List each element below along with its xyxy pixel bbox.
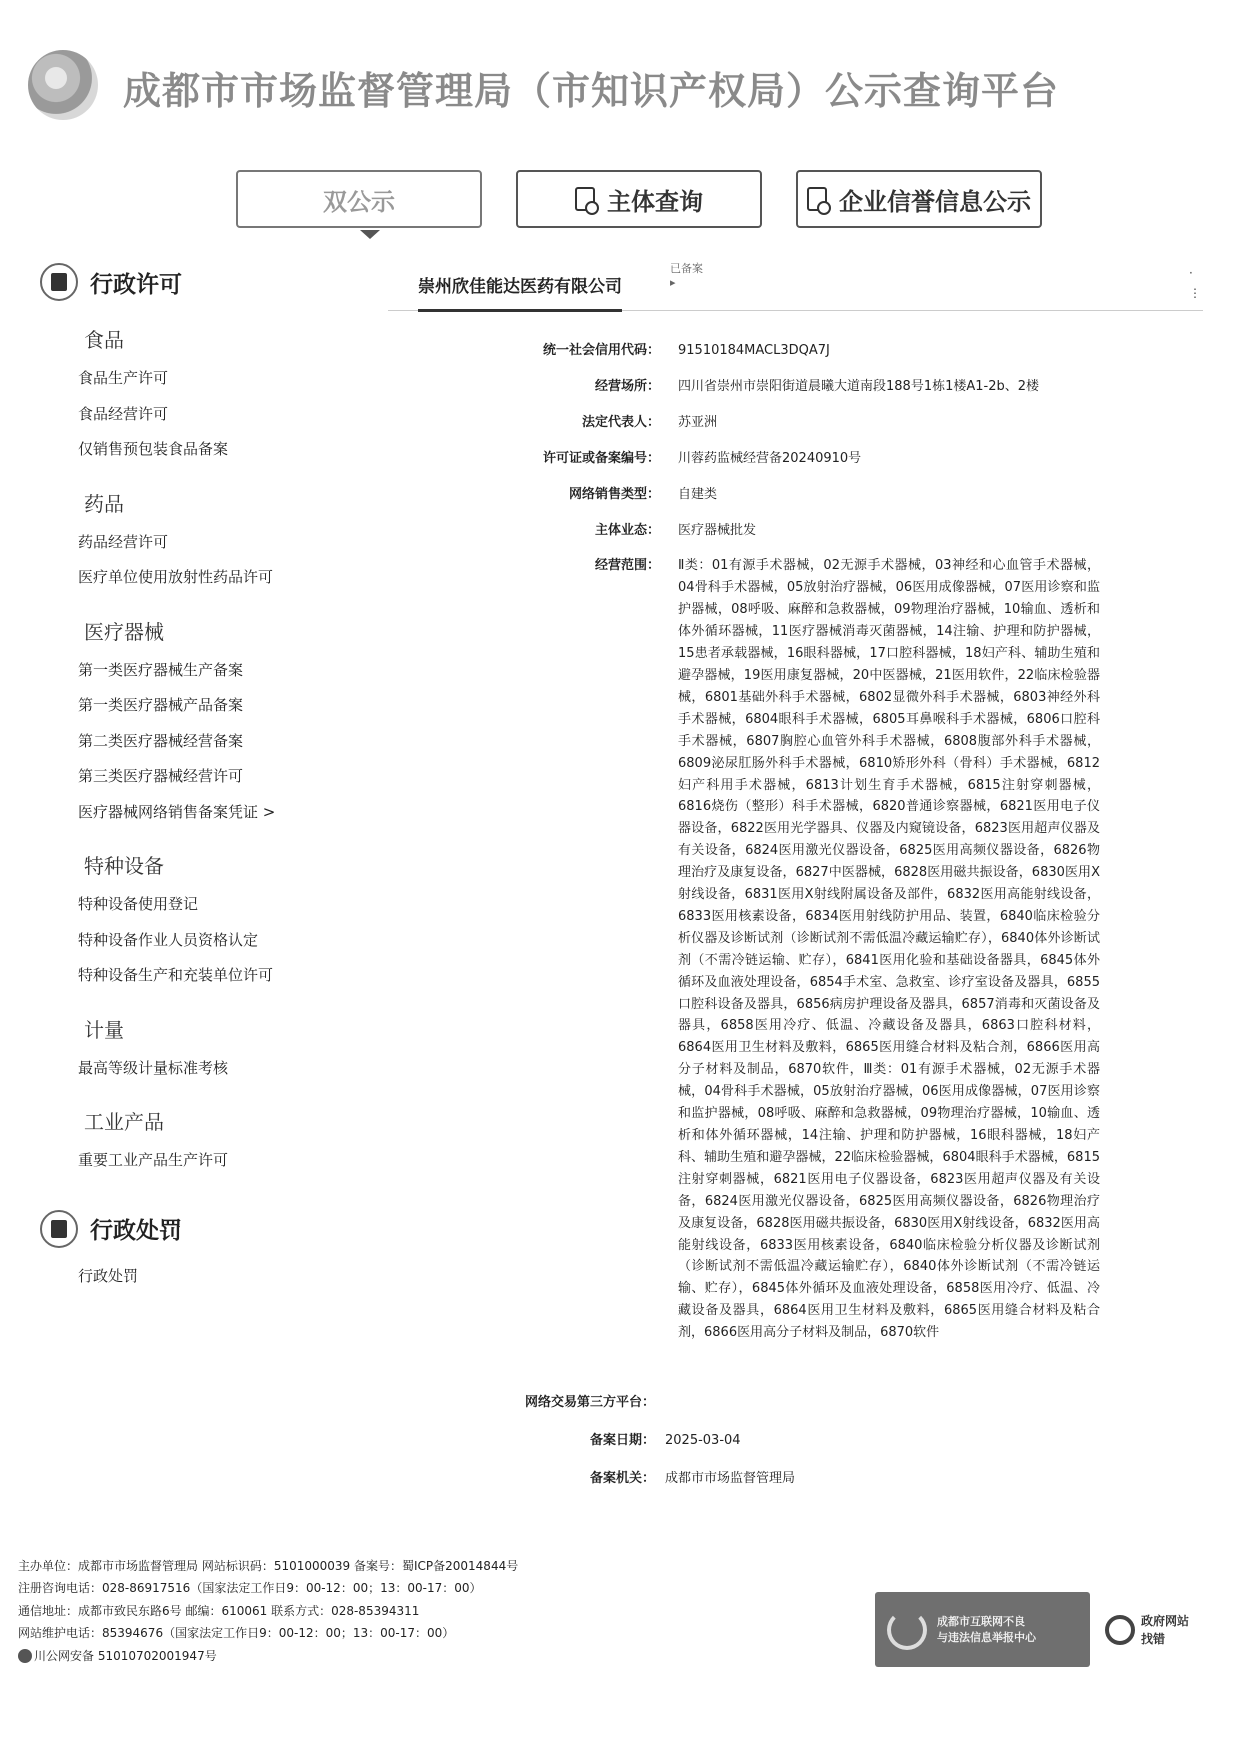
- sidebar-item-drug-business[interactable]: 药品经营许可: [78, 532, 169, 551]
- search-doc-icon: [575, 187, 595, 211]
- search-doc-icon: [807, 187, 827, 211]
- tab-label: 主体查询: [607, 187, 703, 216]
- sidebar-item-equipment-producer[interactable]: 特种设备生产和充装单位许可: [78, 966, 274, 984]
- filed-tag: 已备案 ▸: [670, 262, 703, 289]
- sidebar-item-prepackaged-food[interactable]: 仅销售预包装食品备案: [78, 440, 229, 458]
- row-third-party: 网络交易第三方平台：: [524, 1395, 655, 1410]
- sidebar-item-industrial-license[interactable]: 重要工业产品生产许可: [78, 1151, 229, 1169]
- row-business-scope: 经营范围： Ⅱ类：01有源手术器械，02无源手术器械，03神经和心血管手术器械，04骨科手术器械，05放射治疗器械，06医用成像器械，07医用诊察和监护器械，08呼吸、麻醉和急救器械，09物理治疗器械，10输血、透析和体外循环器械，11医疗器械消毒灭菌器械，14注输、护理和防护器械，15患者承载器械，16眼科器械，17口腔科器械，18妇产科、辅助生殖和避孕器械，19医用康复器械，20中医器械，21医用软件，22临床检验器械，6801基础外科手术器械，6802显微外科手术器械，6803神经外科手术器械，6804眼科手术器械，6805耳鼻喉科手术器械，6806口腔科手术器械，6807胸腔心血管外科手术器械，6808腹部外科手术器械，6809泌尿肛肠外科手术器械，6810矫形外科（骨科）手术器械，6812妇产科用手术器械，6813计划生育手术器械，6815注射穿刺器械，6816烧伤（整形）科手术器械，6820普通诊察器械，6821医用电子仪器设备，6822医用光学器具、仪器及内窥镜设备，6823医用超声仪器及有关设备，6824医用激光仪器设备，6825医用高频仪器设备，6826物理治疗及康复设备，6827中医器械，6828医用磁共振设备，6830医用X射线设备，6831医用X射线附属设备及部件，6832医用高能射线设备，6833医用核素设备，6834医用射线防护用品、装置，6840临床检验分析仪器及诊断试剂（诊断试剂不需低温冷藏运输贮存），6840体外诊断试剂（不需冷链运输、贮存），6841医用化验和基础设备器具，6845体外循环及血液处理设备，6854手术室、急救室、诊疗室设备及器具，6855口腔科设备及器具，6856病房护理设备及器具，6857消毒和灭菌设备及器具，6858医用冷疗、低温、冷藏设备及器具，6863口腔科材料，6864医用卫生材料及敷料，6865医用缝合材料及粘合剂，6866医用高分子材料及制品，6870软件，Ⅲ类：01有源手术器械，02无源手术器械，04骨科手术器械，05放射治疗器械，06医用成像器械，07医用诊察和监护器械，08呼吸、麻醉和急救器械，09物理治疗器械，10输血、透析和体外循环器械，14注输、护理和防护器械，16眼科器械，18妇产科、辅助生殖和避孕器械，22临床检验器械，6804眼科手术器械，6815注射穿刺器械，6821医用电子仪器设备，6823医用超声仪器及有关设备，6824医用激光仪器设备，6825医用高频仪器设备，6826物理治疗及康复设备，6828医用磁共振设备，6830医用X射线设备，6832医用高能射线设备，6833医用核素设备，6840临床检验分析仪器及诊断试剂（诊断试剂不需低温冷藏运输贮存），6840体外诊断试剂（不需冷链运输、贮存），6845体外循环及血液处理设备，6858医用冷疗、低温、冷藏设备及器具，6864医用卫生材料及敷料，6865医用缝合材料及粘合剂，6866医用高分子材料及制品，6870软件: [520, 555, 1100, 1344]
- more-icon[interactable]: · ⋮: [1189, 266, 1201, 300]
- tab-label: 双公示: [323, 187, 395, 216]
- category-industrial-product: 工业产品: [84, 1110, 164, 1134]
- swirl-logo-icon: [887, 1610, 927, 1650]
- footer-maintenance: 网站维护电话：85394676（国家法定工作日9：00-12：00；13：00-17：00）: [18, 1626, 455, 1641]
- row-filing-date: 备案日期： 2025-03-04: [589, 1432, 741, 1448]
- category-medical-device: 医疗器械: [84, 619, 164, 644]
- company-tab-bar: [388, 252, 1203, 311]
- site-header: [28, 50, 1208, 120]
- footer-address: 通信地址：成都市致民东路6号 邮编：610061 联系方式：028-85394311: [18, 1603, 420, 1618]
- magnifier-icon: [1105, 1615, 1135, 1645]
- section-title: 行政许可: [90, 271, 182, 298]
- license-icon: [40, 263, 78, 301]
- section-title: 行政处罚: [90, 1218, 182, 1244]
- footer-police-record[interactable]: 川公网安备 51010702001947号: [18, 1645, 718, 1667]
- section-admin-penalty: [40, 1207, 340, 1251]
- row-business-type: 主体业态： 医疗器械批发: [594, 522, 757, 538]
- section-admin-license: [40, 260, 340, 304]
- row-sales-type: 网络销售类型： 自建类: [568, 486, 718, 502]
- sidebar-item-penalty[interactable]: 行政处罚: [78, 1266, 139, 1285]
- row-credit-code: 统一社会信用代码： 91510184MACL3DQA7J: [542, 343, 830, 358]
- row-license-no: 许可证或备案编号： 川蓉药监械经营备20240910号: [542, 450, 862, 466]
- tab-pointer-icon: [360, 230, 380, 239]
- footer-sponsor: 主办单位：成都市市场监督管理局 网站标识码：5101000039 备案号：蜀ICP备20014844号: [18, 1559, 519, 1573]
- sidebar-item-online-sales[interactable]: 医疗器械网络销售备案凭证 >: [78, 802, 276, 821]
- sidebar-item-food-business[interactable]: 食品经营许可: [78, 404, 169, 423]
- tab-label: 企业信誉信息公示: [839, 187, 1031, 216]
- sidebar: [40, 260, 340, 1294]
- site-title: 成都市市场监督管理局（市知识产权局）公示查询平台: [123, 69, 1060, 113]
- tab-entity-query[interactable]: [516, 170, 762, 228]
- sidebar-item-equipment-use[interactable]: 特种设备使用登记: [78, 895, 199, 913]
- category-special-equipment: 特种设备: [84, 854, 164, 878]
- business-scope-text: Ⅱ类：01有源手术器械，02无源手术器械，03神经和心血管手术器械，04骨科手术器械，05放射治疗器械，06医用成像器械，07医用诊察和监护器械，08呼吸、麻醉和急救器械，09物理治疗器械，10输血、透析和体外循环器械，11医疗器械消毒灭菌器械，14注输、护理和防护器械，15患者承载器械，16眼科器械，17口腔科器械，18妇产科、辅助生殖和避孕器械，19医用康复器械，20中医器械，21医用软件，22临床检验器械，6801基础外科手术器械，6802显微外科手术器械，6803神经外科手术器械，6804眼科手术器械，6805耳鼻喉科手术器械，6806口腔科手术器械，6807胸腔心血管外科手术器械，6808腹部外科手术器械，6809泌尿肛肠外科手术器械，6810矫形外科（骨科）手术器械，6812妇产科用手术器械，6813计划生育手术器械，6815注射穿刺器械，6816烧伤（整形）科手术器械，6820普通诊察器械，6821医用电子仪器设备，6822医用光学器具、仪器及内窥镜设备，6823医用超声仪器及有关设备，6824医用激光仪器设备，6825医用高频仪器设备，6826物理治疗及康复设备，6827中医器械，6828医用磁共振设备，6830医用X射线设备，6831医用X射线附属设备及部件，6832医用高能射线设备，6833医用核素设备，6834医用射线防护用品、装置，6840临床检验分析仪器及诊断试剂（诊断试剂不需低温冷藏运输贮存），6840体外诊断试剂（不需冷链运输、贮存），6841医用化验和基础设备器具，6845体外循环及血液处理设备，6854手术室、急救室、诊疗室设备及器具，6855口腔科设备及器具，6856病房护理设备及器具，6857消毒和灭菌设备及器具，6858医用冷疗、低温、冷藏设备及器具，6863口腔科材料，6864医用卫生材料及敷料，6865医用缝合材料及粘合剂，6866医用高分子材料及制品，6870软件，Ⅲ类：01有源手术器械，02无源手术器械，04骨科手术器械，05放射治疗器械，06医用成像器械，07医用诊察和监护器械，08呼吸、麻醉和急救器械，09物理治疗器械，10输血、透析和体外循环器械，14注输、护理和防护器械，16眼科器械，18妇产科、辅助生殖和避孕器械，22临床检验器械，6804眼科手术器械，6815注射穿刺器械，6821医用电子仪器设备，6823医用超声仪器及有关设备，6824医用激光仪器设备，6825医用高频仪器设备，6826物理治疗及康复设备，6828医用磁共振设备，6830医用X射线设备，6832医用高能射线设备，6833医用核素设备，6840临床检验分析仪器及诊断试剂（诊断试剂不需低温冷藏运输贮存），6840体外诊断试剂（不需冷链运输、贮存），6845体外循环及血液处理设备，6858医用冷疗、低温、冷藏设备及器具，6864医用卫生材料及敷料，6865医用缝合材料及粘合剂，6866医用高分子材料及制品，6870软件: [678, 558, 1100, 1341]
- tab-dual-publicity[interactable]: [236, 170, 482, 228]
- sidebar-item-metrology-standard[interactable]: 最高等级计量标准考核: [78, 1058, 229, 1077]
- footer-phone: 注册咨询电话：028-86917516（国家法定工作日9：00-12：00；13：00-17：00）: [18, 1581, 482, 1596]
- row-legal-rep: 法定代表人： 苏亚洲: [581, 414, 718, 430]
- company-name-tab[interactable]: 崇州欣佳能达医药有限公司: [418, 272, 622, 312]
- gov-site-error-badge[interactable]: 政府网站 找错: [1105, 1600, 1200, 1660]
- penalty-icon: [40, 1210, 78, 1248]
- category-drug: 药品: [84, 491, 124, 516]
- sidebar-item-equipment-operator[interactable]: 特种设备作业人员资格认定: [78, 930, 259, 949]
- report-center-badge[interactable]: 成都市互联网不良 与违法信息举报中心: [875, 1592, 1090, 1667]
- sidebar-item-food-production[interactable]: 食品生产许可: [78, 369, 169, 387]
- top-tabs: [236, 170, 1056, 232]
- sidebar-item-class2-business[interactable]: 第二类医疗器械经营备案: [78, 731, 244, 750]
- filing-info: [510, 1392, 910, 1506]
- footer: [18, 1555, 718, 1667]
- sidebar-item-class1-product[interactable]: 第一类医疗器械产品备案: [78, 696, 244, 714]
- emblem-icon: [28, 50, 98, 120]
- tab-credit-info[interactable]: [796, 170, 1042, 228]
- sidebar-item-class1-production[interactable]: 第一类医疗器械生产备案: [78, 660, 244, 679]
- detail-panel: [520, 340, 1100, 1358]
- category-metrology: 计量: [84, 1017, 124, 1042]
- row-filing-authority: 备案机关： 成都市市场监督管理局: [589, 1470, 796, 1486]
- sidebar-item-radioactive-drug[interactable]: 医疗单位使用放射性药品许可: [78, 568, 274, 586]
- police-badge-icon: [18, 1649, 32, 1663]
- sidebar-item-class3-business[interactable]: 第三类医疗器械经营许可: [78, 767, 244, 785]
- category-food: 食品: [84, 328, 124, 352]
- row-address: 经营场所： 四川省崇州市崇阳街道晨曦大道南段188号1栋1楼A1-2b、2楼: [594, 378, 1040, 394]
